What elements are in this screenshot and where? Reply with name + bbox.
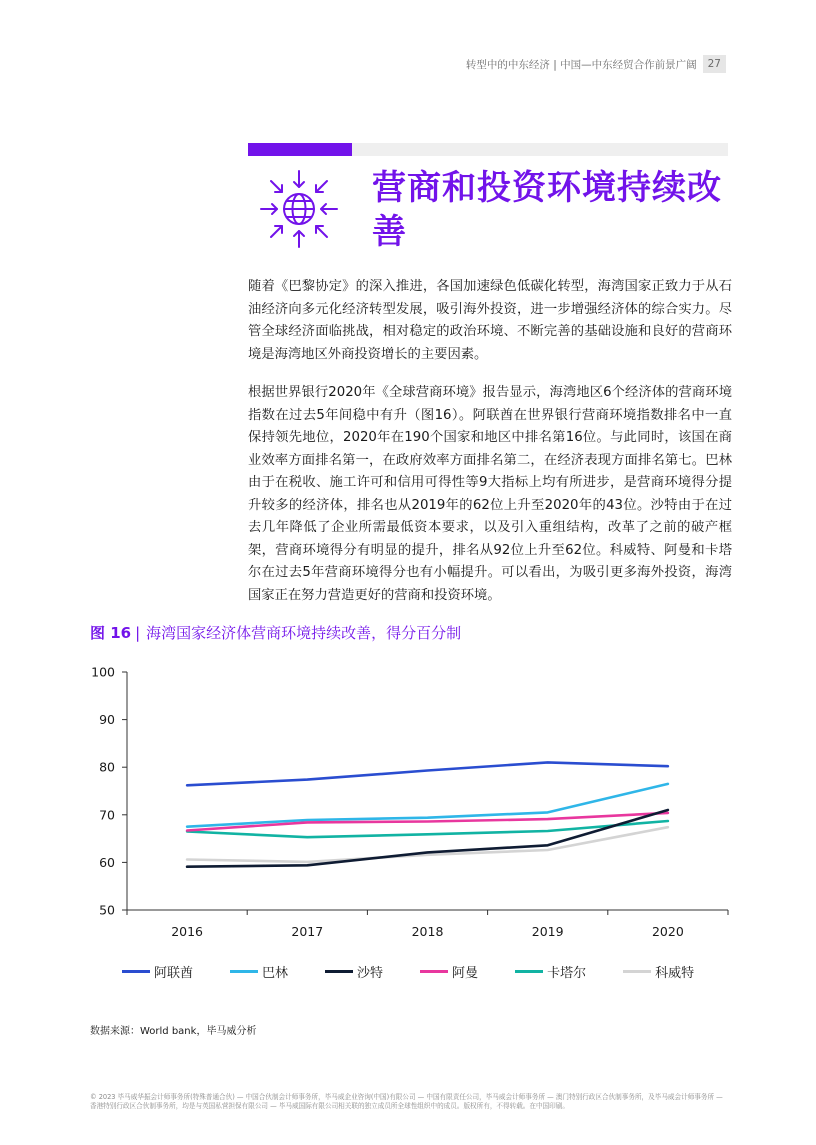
y-tick-label: 100: [91, 664, 115, 680]
legend-swatch: [230, 970, 258, 973]
globe-arrows-icon: [258, 168, 340, 250]
x-tick-label: 2019: [531, 924, 564, 939]
line-chart: [80, 655, 740, 955]
x-tick-label: 2017: [291, 924, 324, 939]
x-tick-label: 2018: [411, 924, 444, 939]
legend-swatch: [325, 970, 353, 973]
y-tick-label: 60: [99, 854, 115, 870]
page-number: 27: [703, 55, 726, 73]
chart-legend: [122, 962, 731, 981]
section-bar: [248, 143, 728, 156]
y-tick-label: 90: [99, 712, 115, 728]
paragraph-1: 随着《巴黎协定》的深入推进，各国加速绿色低碳化转型，海湾国家正致力于从石油经济向多元化经济转型发展，吸引海外投资，进一步增强经济体的综合实力。尽管全球经济面临挑战，相对稳定的政治环境、不断完善的基础设施和良好的营商环境是海湾地区外商投资增长的主要因素。: [248, 279, 732, 362]
legend-label: 科威特: [655, 966, 695, 981]
legend-item: [515, 962, 586, 981]
legend-item: [230, 962, 288, 981]
x-tick-label: 2016: [171, 924, 204, 939]
legend-item: [325, 962, 383, 981]
x-tick-label: 2020: [651, 924, 684, 939]
legend-swatch: [420, 970, 448, 973]
running-title: 转型中的中东经济 | 中国—中东经贸合作前景广阔: [465, 58, 697, 71]
legend-label: 卡塔尔: [547, 966, 587, 981]
y-tick-label: 80: [99, 759, 115, 775]
legend-label: 阿联酋: [154, 966, 194, 981]
section-title: 营商和投资环境持续改善: [372, 168, 722, 252]
figure-label: 图 16: [90, 624, 132, 642]
footer-copyright: © 2023 毕马威华振会计师事务所(特殊普通合伙) — 中国合伙制会计师事务所，毕马威企业咨询(中国)有限公司 — 中国有限责任公司，毕马威会计师事务所 — 澳门特别行政区合伙制事务所，及毕马威会计师事务所 — 香港特别行政区合伙制事务所，均是与英国私营担保有限公司 — 毕马威国际有限公司相关联的独立成员所全球性组织中的成员。版权所有，不得转载。在中国印刷。: [90, 1093, 723, 1110]
legend-item: [623, 962, 694, 981]
running-header: [466, 55, 726, 73]
y-tick-label: 50: [99, 902, 115, 918]
legend-label: 巴林: [262, 966, 289, 981]
legend-swatch: [515, 970, 543, 973]
legend-label: 阿曼: [452, 966, 479, 981]
figure-caption: [90, 622, 461, 643]
legend-item: [122, 962, 193, 981]
legend-item: [420, 962, 478, 981]
section-bar-accent: [248, 143, 352, 156]
legend-swatch: [623, 970, 651, 973]
legend-label: 沙特: [357, 966, 384, 981]
series-line-1: [187, 762, 668, 785]
figure-separator: |: [135, 624, 141, 642]
source-note: 数据来源：World bank，毕马威分析: [90, 1026, 257, 1037]
figure-caption-text: 海湾国家经济体营商环境持续改善，得分百分制: [146, 624, 462, 642]
paragraph-2: 根据世界银行2020年《全球营商环境》报告显示，海湾地区6个经济体的营商环境指数在过去5年间稳中有升（图16）。阿联酋在世界银行营商环境指数排名中一直保持领先地位，2020年在190个国家和地区中排名第16位。与此同时，该国在商业效率方面排名第一，在政府效率方面排名第二，在经济表现方面排名第七。巴林由于在税收、施工许可和信用可得性等9大指标上均有所进步，是营商环境得分提升较多的经济体，排名也从2019年的62位上升至2020年的43位。沙特由于在过去几年降低了企业所需最低资本要求，以及引入重组结构，改革了之前的破产框架，营商环境得分有明显的提升，排名从92位上升至62位。科威特、阿曼和卡塔尔在过去5年营商环境得分也有小幅提升。可以看出，为吸引更多海外投资，海湾国家正在努力营造更好的营商和投资环境。: [248, 385, 732, 603]
legend-swatch: [122, 970, 150, 973]
y-tick-label: 70: [99, 807, 115, 823]
